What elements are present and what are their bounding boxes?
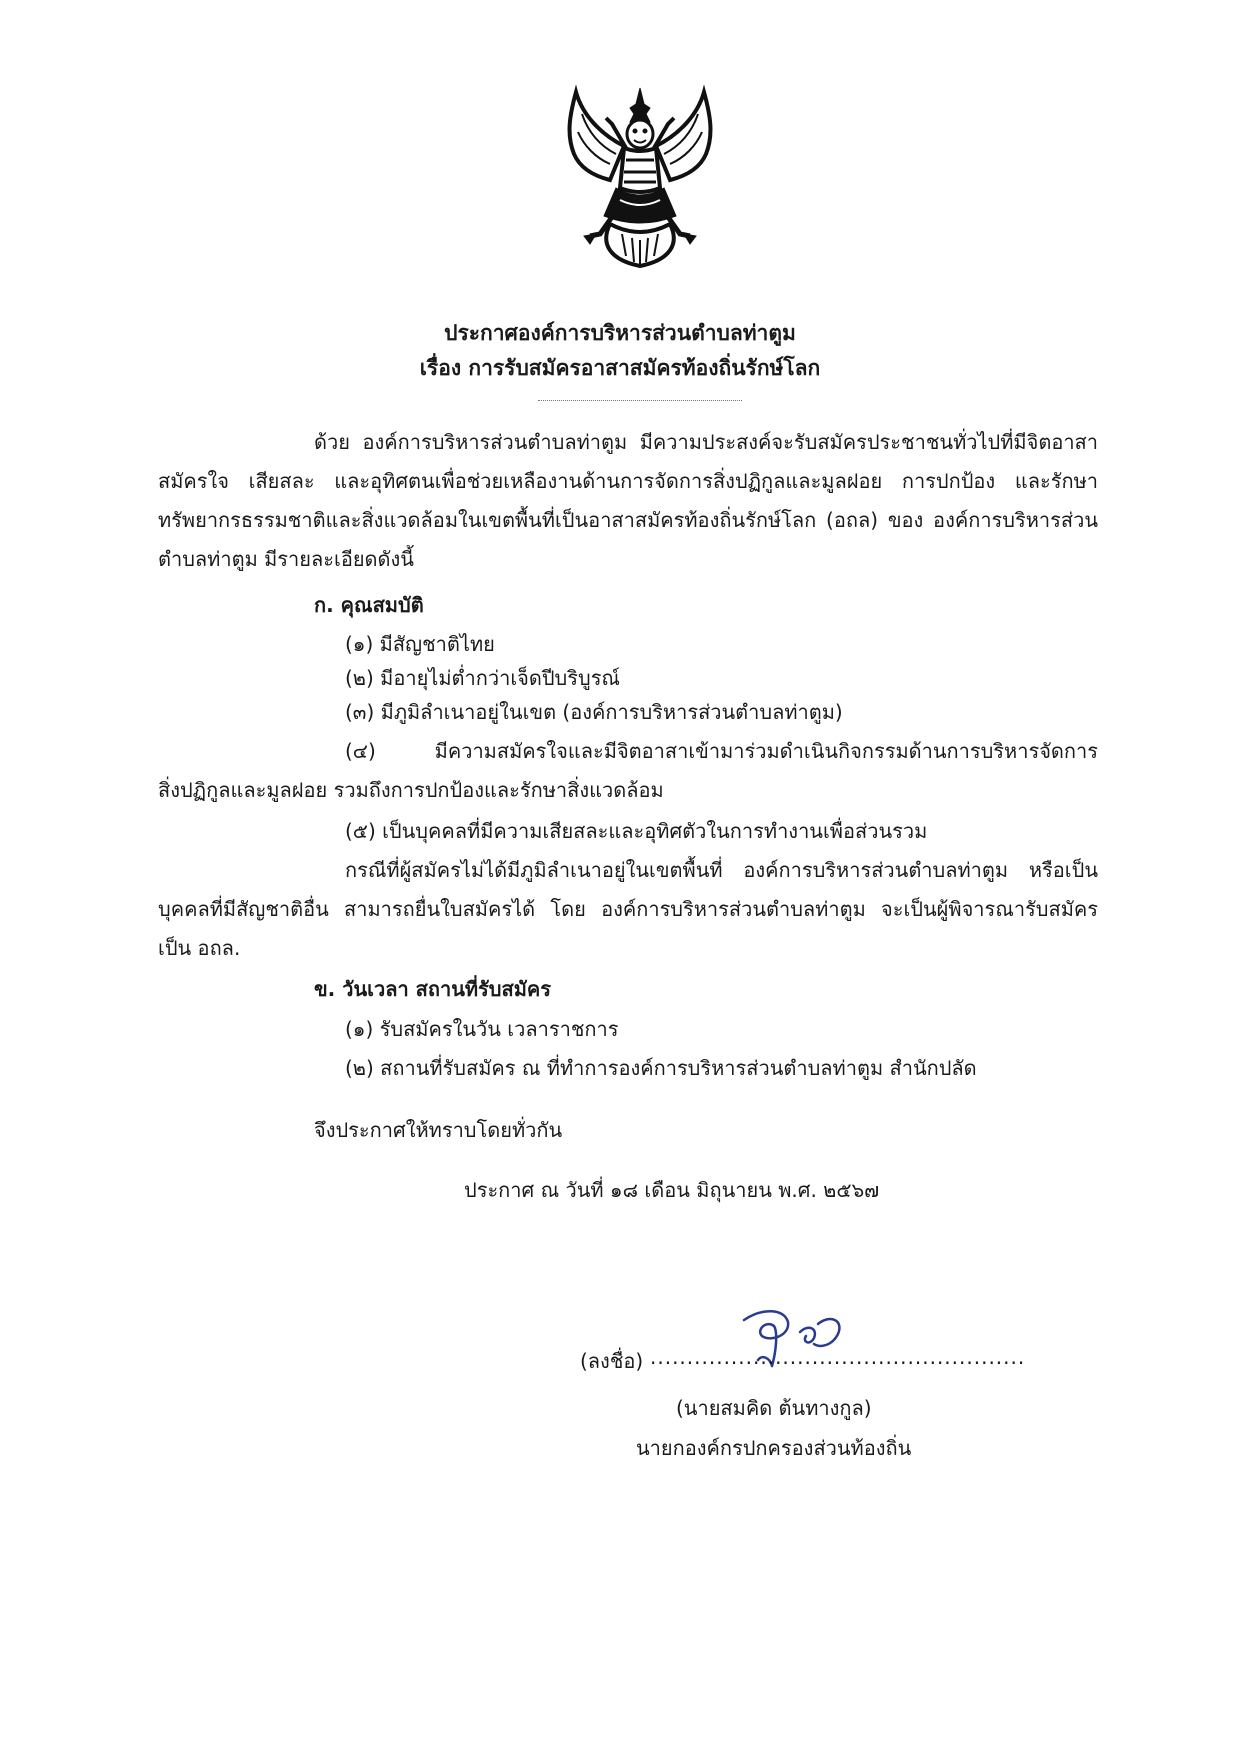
section-b-item-1: (๑) รับสมัครในวัน เวลาราชการ — [345, 1017, 619, 1041]
section-a-item-2: (๒) มีอายุไม่ต่ำกว่าเจ็ดปีบริบูรณ์ — [345, 666, 620, 690]
intro-line-3: ทรัพยากรธรรมชาติและสิ่งแวดล้อมในเขตพื้นที่เป็นอาสาสมัครท้องถิ่นรักษ์โลก (อถล) ของ องค์การบริหารส่วน — [158, 508, 1098, 532]
section-a-item-4: (๔) มีความสมัครใจและมีจิตอาสาเข้ามาร่วมดำเนินกิจกรรมด้านการบริหารจัดการ — [345, 739, 1098, 763]
signature-dotted-line: ................................................... — [650, 1345, 1026, 1369]
section-a-note-line-2: บุคคลที่มีสัญชาติอื่น สามารถยื่นใบสมัครได้ โดย องค์การบริหารส่วนตำบลท่าตูม จะเป็นผู้พิจารณารับสมัคร — [158, 897, 1098, 921]
section-a-note-line-3: เป็น อถล. — [158, 936, 241, 960]
section-a-note-line-1: กรณีที่ผู้สมัครไม่ได้มีภูมิลำเนาอยู่ในเขตพื้นที่ องค์การบริหารส่วนตำบลท่าตูม หรือเป็น — [345, 858, 1098, 882]
section-a-title: ก. คุณสมบัติ — [314, 593, 424, 617]
announcement-date: ประกาศ ณ วันที่ ๑๘ เดือน มิถุนายน พ.ศ. ๒๕๖๗ — [464, 1178, 880, 1202]
intro-line-2: สมัครใจ เสียสละ และอุทิศตนเพื่อช่วยเหลืองานด้านการจัดการสิ่งปฏิกูลและมูลฝอย การปกป้อง และรักษา — [158, 469, 1098, 493]
section-b-item-2: (๒) สถานที่รับสมัคร ณ ที่ทำการองค์การบริหารส่วนตำบลท่าตูม สำนักปลัด — [345, 1056, 977, 1080]
heading-divider — [538, 400, 742, 401]
signer-name: (นายสมคิด ต้นทางกูล) — [676, 1396, 872, 1420]
signature-label: (ลงชื่อ) — [580, 1349, 644, 1373]
intro-line-1: ด้วย องค์การบริหารส่วนตำบลท่าตูม มีความประสงค์จะรับสมัครประชาชนทั่วไปที่มีจิตอาสา — [314, 430, 1098, 454]
section-a-item-5: (๕) เป็นบุคคลที่มีความเสียสละและอุทิศตัวในการทำงานเพื่อส่วนรวม — [345, 819, 928, 843]
section-a-item-4-continued: สิ่งปฏิกูลและมูลฝอย รวมถึงการปกป้องและรักษาสิ่งแวดล้อม — [158, 778, 664, 802]
section-b-title: ข. วันเวลา สถานที่รับสมัคร — [314, 977, 552, 1001]
announcement-title: ประกาศองค์การบริหารส่วนตำบลท่าตูม — [444, 321, 796, 345]
garuda-emblem-icon — [560, 84, 720, 270]
announcement-subject: เรื่อง การรับสมัครอาสาสมัครท้องถิ่นรักษ์โลก — [419, 356, 821, 380]
signer-position: นายกองค์กรปกครองส่วนท้องถิ่น — [636, 1436, 912, 1460]
intro-line-4: ตำบลท่าตูม มีรายละเอียดดังนี้ — [158, 547, 414, 571]
closing-statement: จึงประกาศให้ทราบโดยทั่วกัน — [314, 1118, 563, 1142]
section-a-item-3: (๓) มีภูมิลำเนาอยู่ในเขต (องค์การบริหารส่วนตำบลท่าตูม) — [345, 700, 843, 724]
section-a-item-1: (๑) มีสัญชาติไทย — [345, 632, 495, 656]
